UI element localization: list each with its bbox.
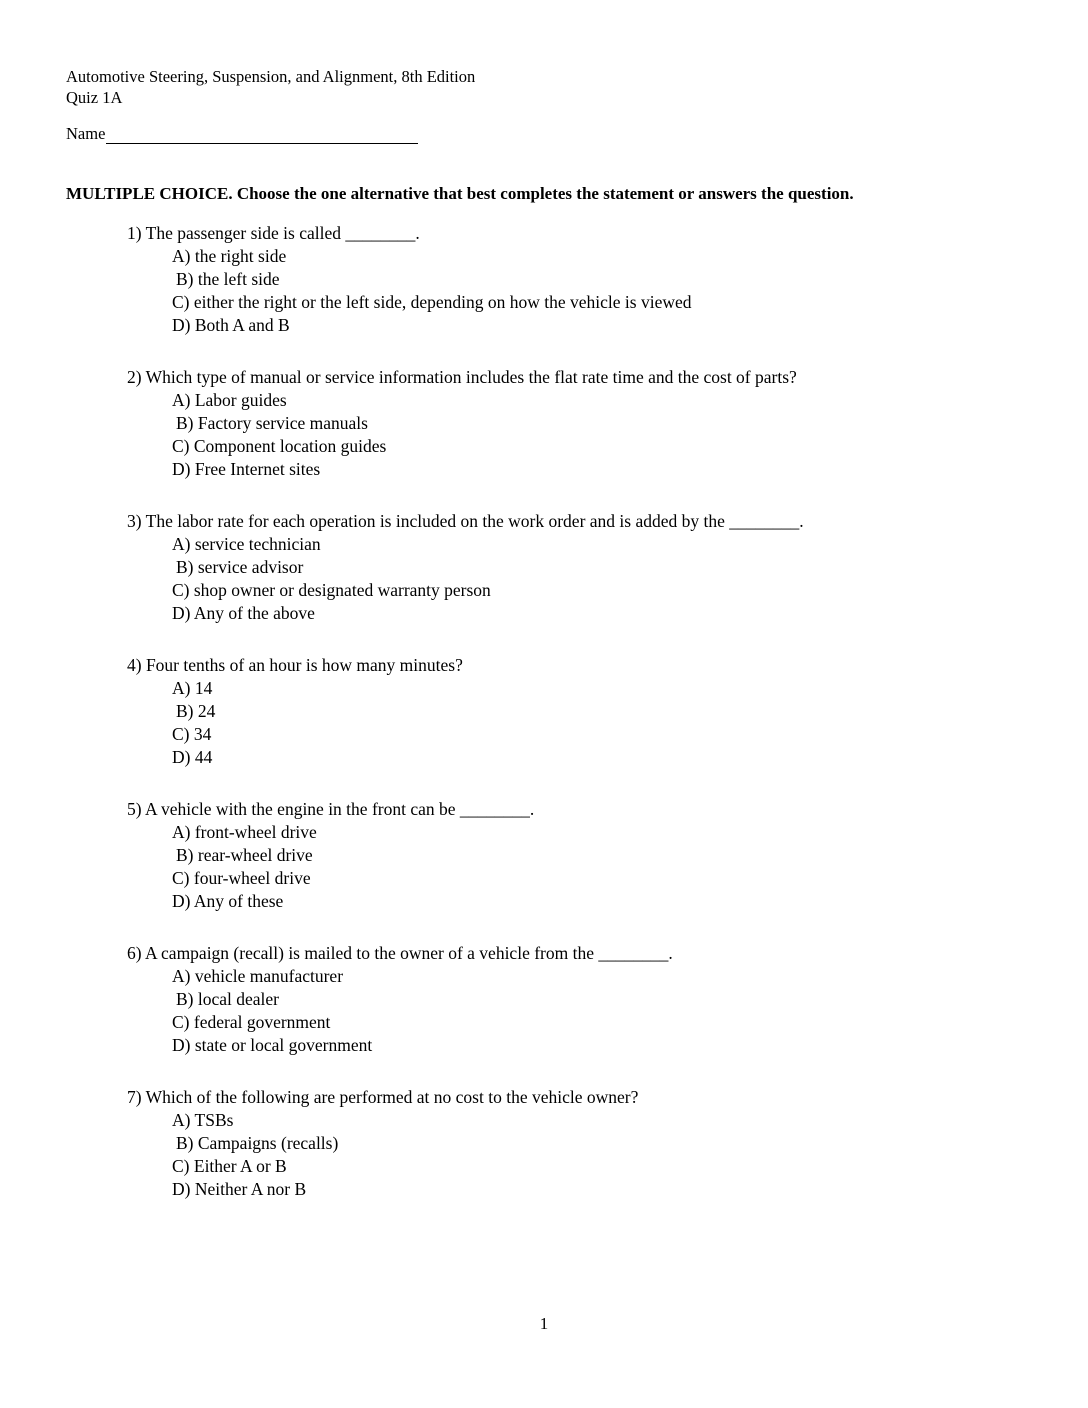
- name-field-row: [66, 124, 418, 144]
- question-1: [127, 222, 1027, 337]
- option-b: B) Campaigns (recalls): [176, 1133, 339, 1153]
- option-a: A) TSBs: [172, 1110, 234, 1130]
- option-c: C) either the right or the left side, depending on how the vehicle is viewed: [172, 292, 692, 312]
- question-stem: 7) Which of the following are performed at no cost to the vehicle owner?: [127, 1087, 639, 1107]
- name-label: Name: [66, 124, 106, 143]
- answer-options: [172, 821, 1027, 913]
- option-d: D) state or local government: [172, 1035, 373, 1055]
- option-a: A) the right side: [172, 246, 287, 266]
- question-stem: 6) A campaign (recall) is mailed to the owner of a vehicle from the ________.: [127, 943, 673, 963]
- option-d: D) 44: [172, 747, 213, 767]
- question-stem: 2) Which type of manual or service information includes the flat rate time and the cost of parts?: [127, 367, 797, 387]
- quiz-title: Quiz 1A: [66, 88, 123, 107]
- option-c: C) federal government: [172, 1012, 331, 1032]
- page-number: 1: [539, 1314, 549, 1333]
- book-title: Automotive Steering, Suspension, and Alignment, 8th Edition: [66, 67, 476, 86]
- option-b: B) Factory service manuals: [176, 413, 368, 433]
- question-stem: 4) Four tenths of an hour is how many minutes?: [127, 655, 463, 675]
- question-7: [127, 1086, 1027, 1201]
- answer-options: [172, 677, 1027, 769]
- option-b: B) the left side: [176, 269, 280, 289]
- option-c: C) shop owner or designated warranty person: [172, 580, 491, 600]
- option-d: D) Both A and B: [172, 315, 290, 335]
- option-b: B) rear-wheel drive: [176, 845, 313, 865]
- option-c: C) four-wheel drive: [172, 868, 311, 888]
- option-b: B) 24: [176, 701, 216, 721]
- option-c: C) Component location guides: [172, 436, 387, 456]
- option-a: A) front-wheel drive: [172, 822, 317, 842]
- option-b: B) service advisor: [176, 557, 304, 577]
- option-d: D) Free Internet sites: [172, 459, 321, 479]
- answer-options: [172, 245, 1027, 337]
- question-stem: 5) A vehicle with the engine in the front can be ________.: [127, 799, 535, 819]
- question-3: [127, 510, 1027, 625]
- option-a: A) vehicle manufacturer: [172, 966, 344, 986]
- section-instructions: MULTIPLE CHOICE. Choose the one alternative that best completes the statement or answers the question.: [66, 184, 854, 203]
- document-header: [66, 66, 475, 108]
- question-list: [127, 222, 1027, 1230]
- question-stem: 1) The passenger side is called ________.: [127, 223, 420, 243]
- option-a: A) 14: [172, 678, 213, 698]
- name-blank-line: [106, 125, 418, 144]
- option-a: A) Labor guides: [172, 390, 287, 410]
- answer-options: [172, 389, 1027, 481]
- question-6: [127, 942, 1027, 1057]
- answer-options: [172, 1109, 1027, 1201]
- option-a: A) service technician: [172, 534, 321, 554]
- option-b: B) local dealer: [176, 989, 280, 1009]
- question-stem: 3) The labor rate for each operation is included on the work order and is added by the ________.: [127, 511, 804, 531]
- answer-options: [172, 533, 1027, 625]
- option-c: C) Either A or B: [172, 1156, 287, 1176]
- option-d: D) Neither A nor B: [172, 1179, 307, 1199]
- question-2: [127, 366, 1027, 481]
- question-4: [127, 654, 1027, 769]
- option-c: C) 34: [172, 724, 212, 744]
- option-d: D) Any of these: [172, 891, 284, 911]
- option-d: D) Any of the above: [172, 603, 315, 623]
- answer-options: [172, 965, 1027, 1057]
- question-5: [127, 798, 1027, 913]
